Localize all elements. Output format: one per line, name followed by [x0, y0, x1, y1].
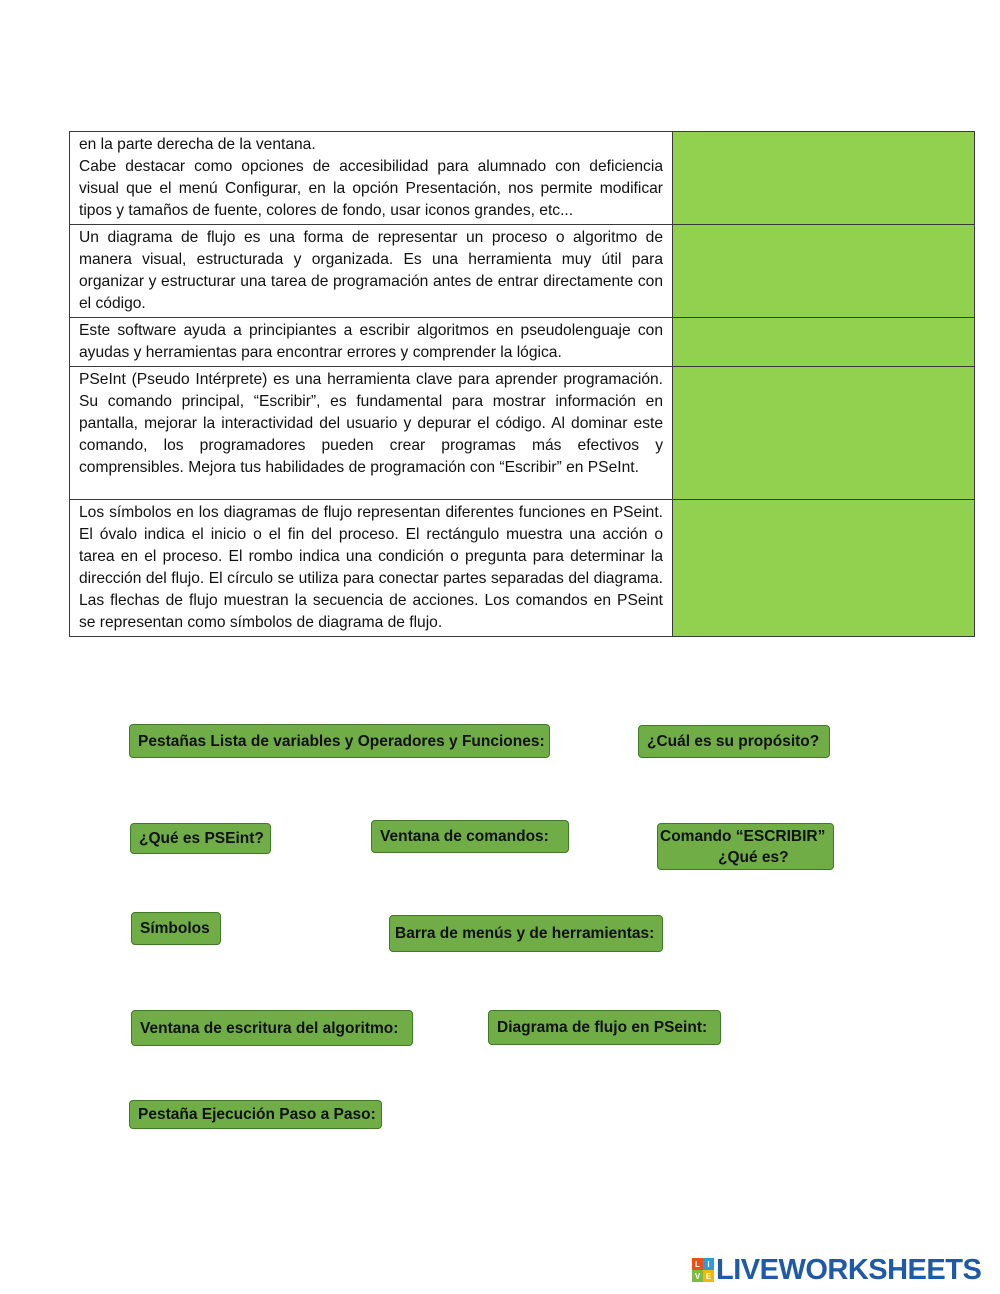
drag-label-text: ¿Qué es?	[718, 848, 789, 866]
logo-mark-letter: E	[703, 1270, 714, 1282]
description-cell	[70, 500, 673, 637]
drag-label-text: ¿Qué es PSEint?	[139, 830, 264, 847]
description-cell	[70, 367, 673, 500]
drag-label-ventana-comandos[interactable]	[371, 820, 569, 853]
drag-label-proposito[interactable]	[638, 725, 830, 758]
drag-label-ventana-escritura[interactable]	[131, 1010, 413, 1046]
drag-label-pestanas-lista[interactable]	[129, 724, 550, 758]
liveworksheets-logo	[692, 1255, 981, 1285]
drag-label-barra-menus[interactable]	[389, 915, 663, 952]
drag-label-text: Pestaña Ejecución Paso a Paso:	[138, 1106, 376, 1123]
drag-label-simbolos[interactable]	[131, 912, 221, 945]
table-row	[70, 132, 975, 225]
table-row	[70, 225, 975, 318]
drag-label-text: Símbolos	[140, 920, 210, 937]
table-row	[70, 367, 975, 500]
table-row	[70, 318, 975, 367]
description-text: en la parte derecha de la ventana.	[79, 136, 316, 153]
description-text: PSeInt (Pseudo Intérprete) es una herramienta clave para aprender programación. Su comando principal, “Escribir”, es fundamental para mostrar información en pantalla, mejorar la interactividad del usuario y depurar el código. Al dominar este comando, los programadores pueden crear programas más efectivos y comprensibles. Mejora tus habilidades de programación con “Escribir” en PSeInt.	[79, 371, 663, 476]
drag-label-text: Comando “ESCRIBIR”	[660, 827, 826, 845]
answer-drop-zone[interactable]	[673, 132, 975, 225]
description-cell	[70, 132, 673, 225]
drag-label-text: Barra de menús y de herramientas:	[395, 925, 655, 942]
drag-label-text: Ventana de escritura del algoritmo:	[140, 1019, 399, 1037]
logo-text: LIVEWORKSHEETS	[716, 1253, 982, 1286]
description-text: Este software ayuda a principiantes a escribir algoritmos en pseudolenguaje con ayudas y herramientas para encontrar errores y comprender la lógica.	[79, 322, 663, 361]
drag-label-diagrama-flujo[interactable]	[488, 1010, 721, 1045]
description-text: Un diagrama de flujo es una forma de representar un proceso o algoritmo de manera visual, estructurada y organizada. Es una herramienta muy útil para organizar y estructurar una tarea de programación antes de entrar directamente con el código.	[79, 229, 663, 312]
answer-drop-zone[interactable]	[673, 318, 975, 367]
drag-label-text: Diagrama de flujo en PSeint:	[497, 1019, 708, 1036]
answer-drop-zone[interactable]	[673, 500, 975, 637]
worksheet-table	[69, 131, 975, 637]
logo-mark-letter: V	[692, 1270, 703, 1282]
description-cell	[70, 318, 673, 367]
drag-label-text: ¿Cuál es su propósito?	[647, 733, 820, 750]
drag-label-comando-escribir[interactable]	[657, 823, 834, 870]
drag-label-que-es-pseint[interactable]	[130, 823, 271, 854]
answer-drop-zone[interactable]	[673, 225, 975, 318]
answer-drop-zone[interactable]	[673, 367, 975, 500]
table-row	[70, 500, 975, 637]
logo-mark-letter: L	[692, 1258, 703, 1270]
description-text: Cabe destacar como opciones de accesibilidad para alumnado con deficiencia visual que el menú Configurar, en la opción Presentación, nos permite modificar tipos y tamaños de fuente, colores de fondo, usar iconos grandes, etc...	[79, 158, 663, 219]
liveworksheets-mark-icon	[692, 1258, 714, 1282]
drag-label-text: Pestañas Lista de variables y Operadores y Funciones:	[138, 732, 545, 750]
drag-label-text: Ventana de comandos:	[380, 828, 549, 845]
description-cell	[70, 225, 673, 318]
description-text: Los símbolos en los diagramas de flujo representan diferentes funciones en PSeint. El óvalo indica el inicio o el fin del proceso. El rectángulo muestra una acción o tarea en el proceso. El rombo indica una condición o pregunta para determinar la dirección del flujo. El círculo se utiliza para conectar partes separadas del diagrama. Las flechas de flujo muestran la secuencia de acciones. Los comandos en PSeint se representan como símbolos de diagrama de flujo.	[79, 504, 663, 631]
logo-mark-letter: I	[703, 1258, 714, 1270]
drag-label-pestana-ejecucion[interactable]	[129, 1100, 382, 1129]
